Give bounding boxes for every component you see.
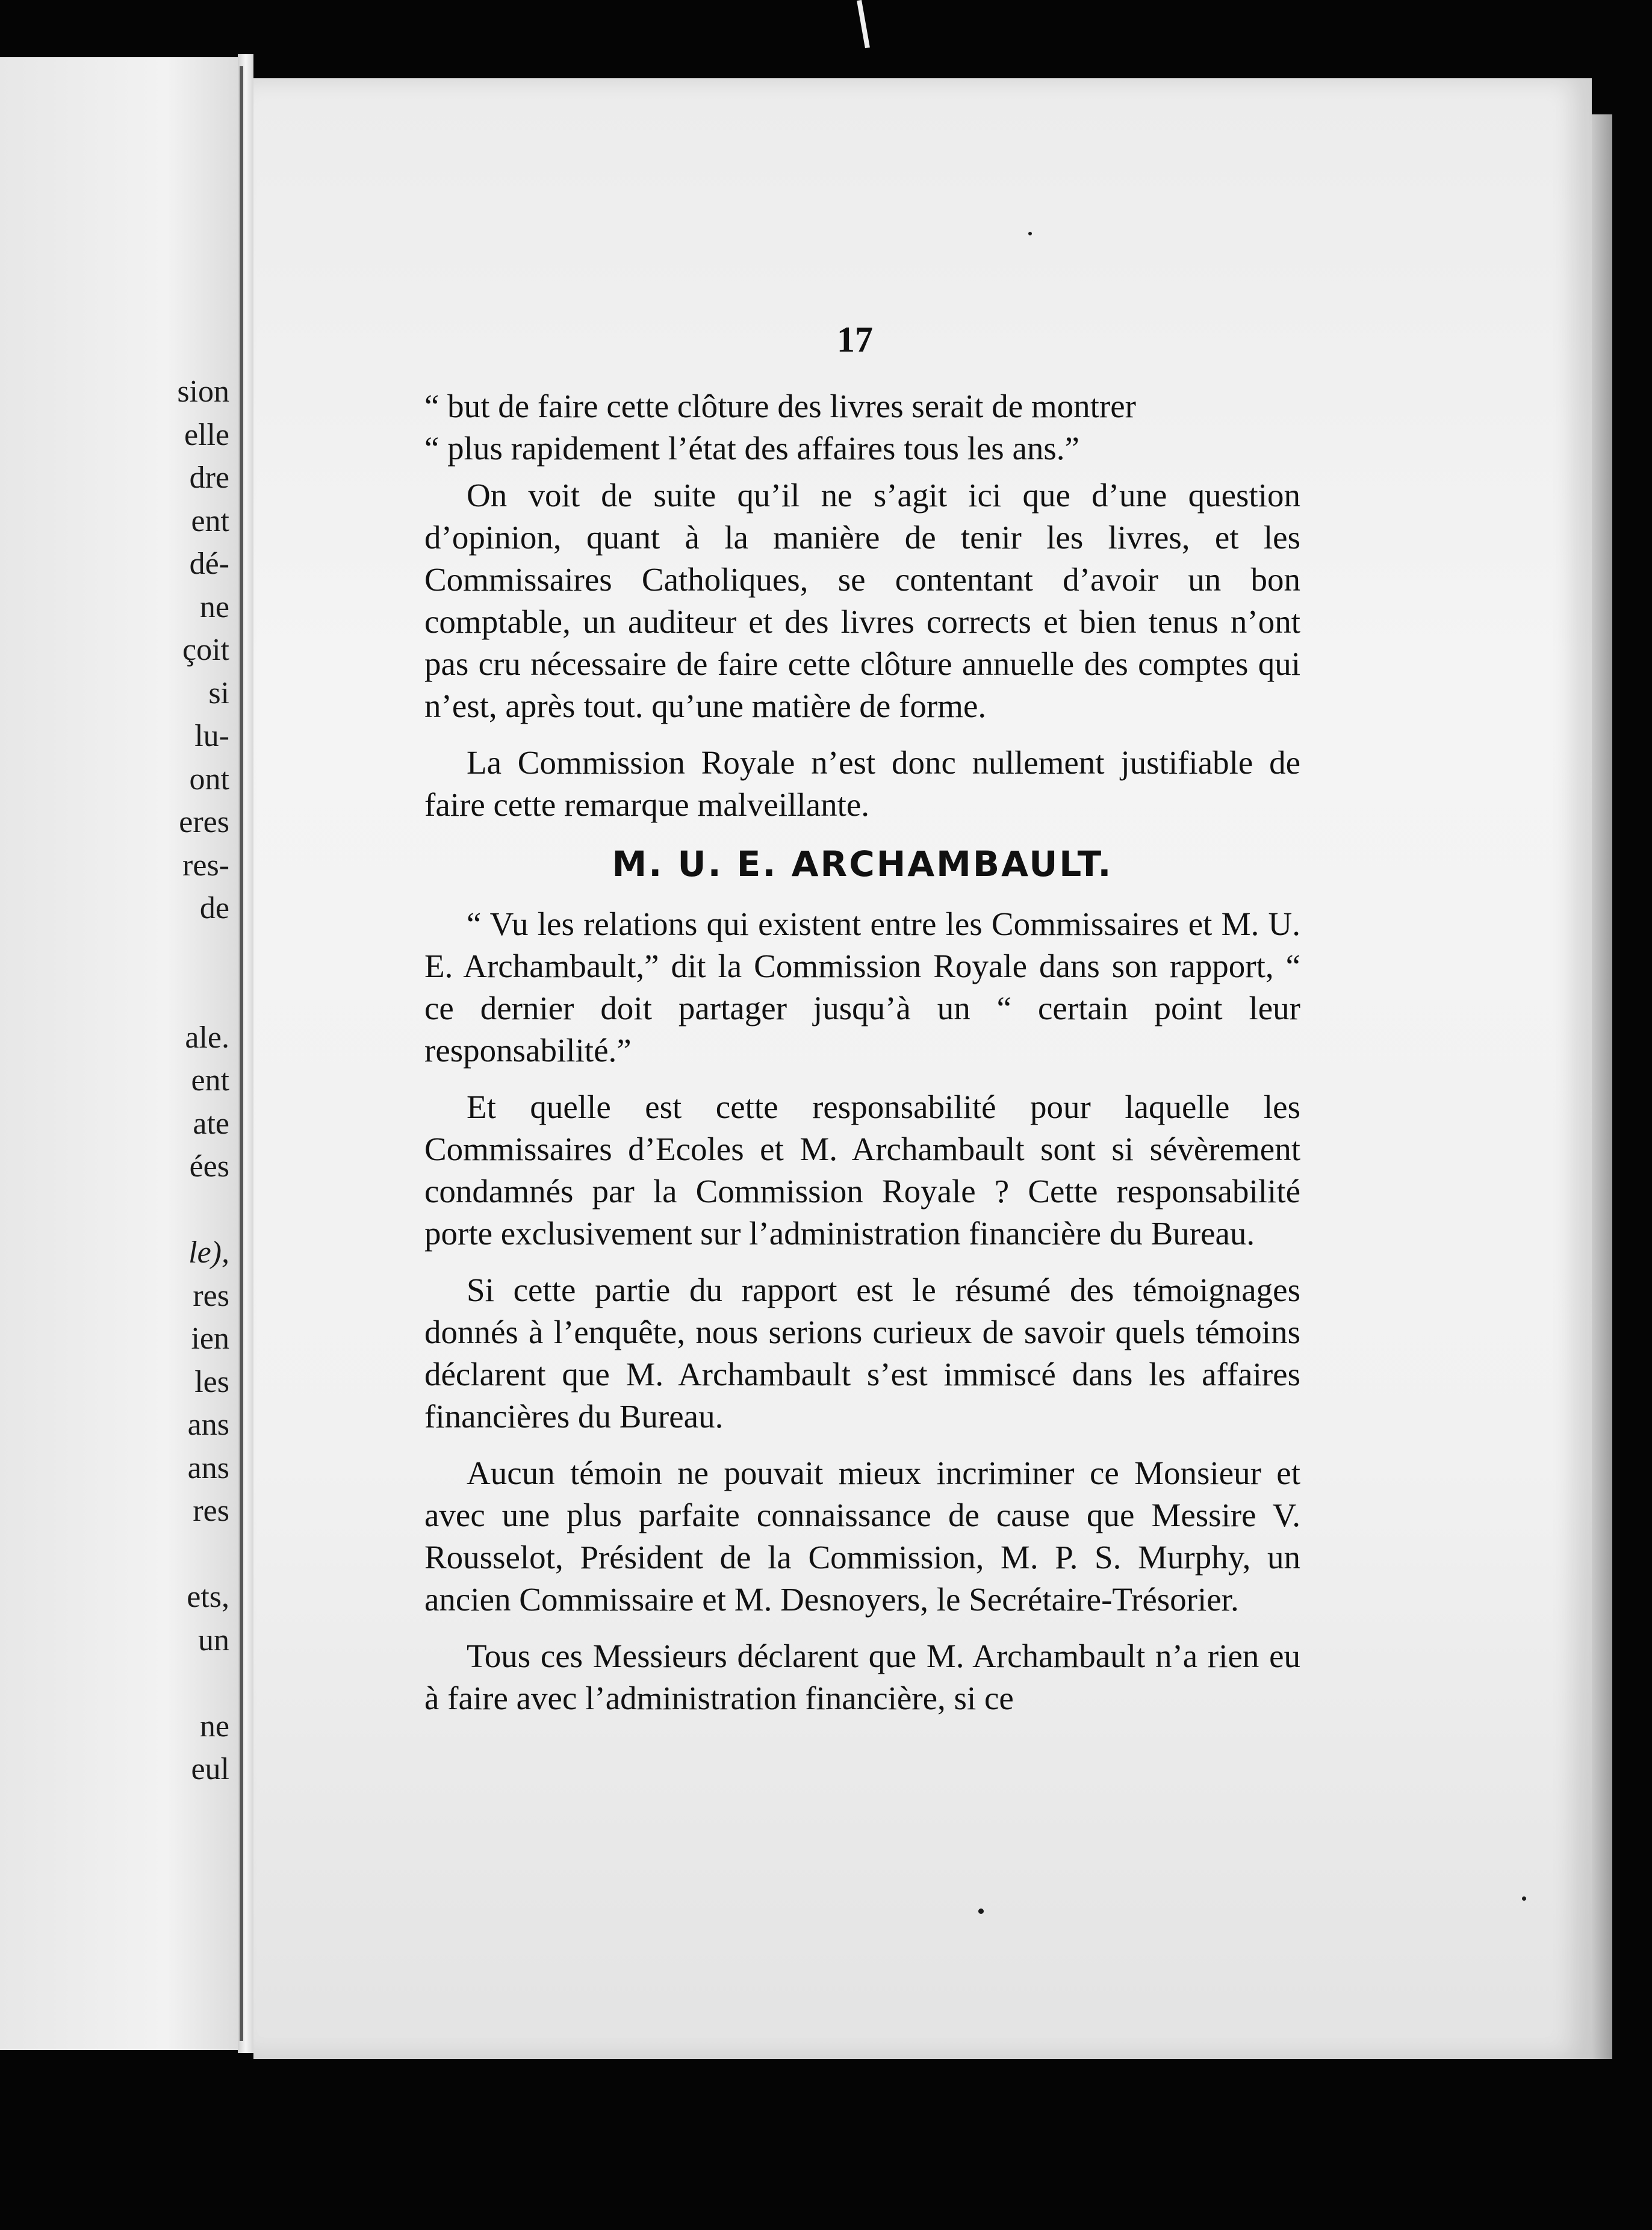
- left-fragment: ent: [191, 503, 229, 538]
- left-fragment: [177, 930, 229, 974]
- left-fragment: ate: [193, 1106, 229, 1141]
- left-fragment: ale.: [185, 1020, 229, 1055]
- left-fragment: si: [208, 676, 229, 710]
- quote-continuation: [424, 385, 1300, 470]
- left-fragment: çoit: [182, 633, 229, 667]
- left-fragment: res: [193, 1494, 229, 1528]
- left-fragment: dé-: [189, 547, 229, 581]
- left-fragment: [177, 973, 229, 1016]
- left-fragment: [177, 1533, 229, 1576]
- left-fragment: [177, 1662, 229, 1705]
- left-fragment: dre: [189, 461, 229, 495]
- paragraph: Si cette partie du rapport est le résumé des témoignages donnés à l’enquête, nous serions curieux de savoir quels témoins déclarent que M. Archambault s’est immiscé dans les affaires financières du Bureau.: [424, 1272, 1300, 1435]
- left-fragment: sion: [177, 374, 229, 409]
- left-fragment: ne: [199, 1709, 229, 1744]
- page-fold-line: [240, 66, 243, 2041]
- left-fragment: ans: [187, 1408, 229, 1442]
- left-fragment: ent: [191, 1063, 229, 1098]
- left-fragment: lu-: [194, 719, 229, 753]
- left-page-text-fragments: [177, 370, 229, 1791]
- left-fragment: ées: [189, 1149, 229, 1184]
- left-fragment: eres: [179, 805, 229, 839]
- left-fragment: ont: [189, 762, 229, 797]
- ink-speck: [978, 1909, 984, 1914]
- left-fragment: ets,: [187, 1580, 229, 1614]
- quote-line: “ plus rapidement l’état des affaires tous les ans.”: [424, 430, 1079, 467]
- left-fragment: ans: [187, 1450, 229, 1485]
- paragraph: “ Vu les relations qui existent entre les Commissaires et M. U. E. Archambault,” dit la Commission Royale dans son rapport, “ ce dernier doit partager jusqu’à un “ certain point leur responsabilité.”: [424, 905, 1300, 1069]
- left-fragment: le),: [188, 1235, 229, 1270]
- ink-speck: [1028, 232, 1032, 235]
- paragraph: On voit de suite qu’il ne s’agit ici que d’une question d’opinion, quant à la manière de tenir les livres, et les Commissaires Catholiques, se contentant d’avoir un bon comptable, un auditeur et des livres corrects et bien tenus n’ont pas cru nécessaire de faire cette clôture annuelle des comptes qui n’est, après tout. qu’une matière de forme.: [424, 477, 1300, 724]
- left-fragment: [177, 1188, 229, 1232]
- page-number: 17: [837, 320, 873, 359]
- left-fragment: eul: [191, 1752, 229, 1786]
- left-fragment: ne: [199, 589, 229, 624]
- ink-speck: [1522, 1896, 1526, 1901]
- section-heading: M. U. E. ARCHAMBAULT.: [612, 843, 1113, 884]
- left-page: [0, 57, 238, 2050]
- quote-line: “ but de faire cette clôture des livres serait de montrer: [424, 388, 1136, 424]
- paragraph: Tous ces Messieurs déclarent que M. Archambault n’a rien eu à faire avec l’administration financière, si ce: [424, 1638, 1300, 1716]
- left-fragment: elle: [184, 417, 229, 452]
- paragraph: Aucun témoin ne pouvait mieux incriminer ce Monsieur et avec une plus parfaite connaissance de cause que Messire V. Rousselot, Président de la Commission, M. P. S. Murphy, un ancien Commissaire et M. Desnoyers, le Secrétaire-Trésorier.: [424, 1455, 1300, 1618]
- left-fragment: res-: [182, 848, 229, 883]
- left-fragment: res: [193, 1278, 229, 1313]
- left-fragment: les: [194, 1364, 229, 1399]
- paragraph: Et quelle est cette responsabilité pour laquelle les Commissaires d’Ecoles et M. Archambault sont si sévèrement condamnés par la Commission Royale ? Cette responsabilité porte exclusivement sur l’administration financière du Bureau.: [424, 1089, 1300, 1252]
- thread-mark: [857, 0, 870, 48]
- left-fragment: ien: [191, 1322, 229, 1356]
- paragraph: La Commission Royale n’est donc nullement justifiable de faire cette remarque malveillante.: [424, 744, 1300, 823]
- left-fragment: un: [198, 1623, 229, 1657]
- page-body: [424, 385, 1300, 1734]
- left-fragment: de: [199, 891, 229, 925]
